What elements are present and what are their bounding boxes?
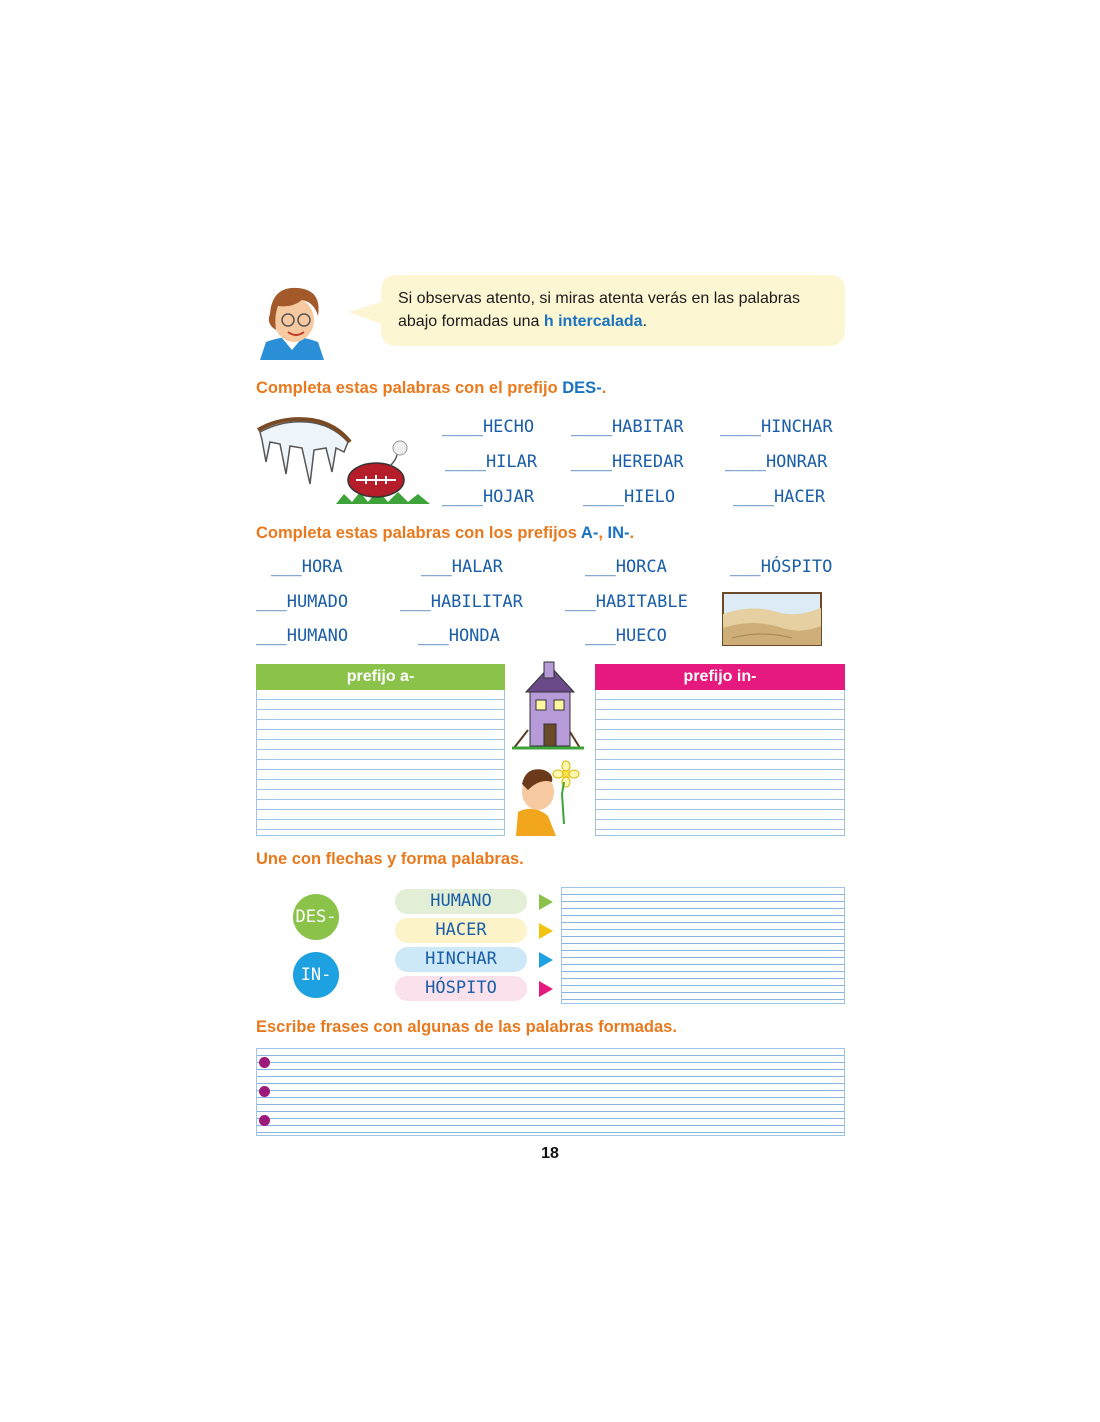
person-flower-illustration [514,760,586,836]
bullet-dot-3 [259,1115,270,1126]
word-hinchar[interactable]: ____HINCHAR [720,417,833,437]
prefix-a-writing-area[interactable] [256,690,505,836]
word-heredar[interactable]: ____HEREDAR [571,452,684,472]
prefix-a-header: prefijo a- [256,664,505,690]
highlight-text: h intercalada [543,313,643,330]
arrow-blue-icon [539,952,553,968]
pill-humano[interactable]: HUMANO [395,889,527,914]
word-humano[interactable]: ___HUMANO [256,626,349,646]
prefix-des-circle[interactable]: DES- [293,894,339,940]
word-hielo[interactable]: ____HIELO [583,487,676,507]
girl-illustration [252,280,332,360]
word-humado[interactable]: ___HUMADO [256,592,349,612]
word-hacer[interactable]: ____HACER [733,487,826,507]
sentences-writing-area[interactable] [256,1048,845,1136]
word-hora[interactable]: ___HORA [271,557,343,577]
bullet-dot-2 [259,1086,270,1097]
pill-hacer[interactable]: HACER [395,918,527,943]
word-hojar[interactable]: ____HOJAR [442,487,535,507]
word-hueco[interactable]: ___HUECO [585,626,667,646]
arrow-magenta-icon [539,981,553,997]
pill-hospito[interactable]: HÓSPITO [395,976,527,1001]
section1-heading: Completa estas palabras con el prefijo DES-. [256,379,607,397]
bullet-dot-1 [259,1057,270,1068]
formed-words-writing-area[interactable] [561,887,845,1004]
word-hecho[interactable]: ____HECHO [442,417,535,437]
word-habitar[interactable]: ____HABITAR [571,417,684,437]
prefix-in-header: prefijo in- [595,664,845,690]
word-halar[interactable]: ___HALAR [421,557,503,577]
pill-hinchar[interactable]: HINCHAR [395,947,527,972]
section4-heading: Escribe frases con algunas de las palabras formadas. [256,1018,677,1036]
arrow-yellow-icon [539,923,553,939]
speech-bubble-text: Si observas atento, si miras atenta verás en las palabras abajo formadas una h intercalada. [398,290,800,330]
word-honrar[interactable]: ____HONRAR [725,452,828,472]
section3-heading: Une con flechas y forma palabras. [256,850,524,868]
house-illustration [510,660,586,750]
desert-illustration [722,592,822,646]
prefix-in-writing-area[interactable] [595,690,845,836]
page-number: 18 [541,1145,559,1162]
word-honda[interactable]: ___HONDA [418,626,500,646]
section2-heading: Completa estas palabras con los prefijos A-, IN-. [256,524,635,542]
word-hilar[interactable]: ____HILAR [445,452,538,472]
word-habitable[interactable]: ___HABITABLE [565,592,688,612]
prefix-in-circle[interactable]: IN- [293,952,339,998]
word-hospito[interactable]: ___HÓSPITO [730,557,833,577]
word-habilitar[interactable]: ___HABILITAR [400,592,523,612]
word-horca[interactable]: ___HORCA [585,557,667,577]
ball-illustration [334,438,434,508]
arrow-green-icon [539,894,553,910]
